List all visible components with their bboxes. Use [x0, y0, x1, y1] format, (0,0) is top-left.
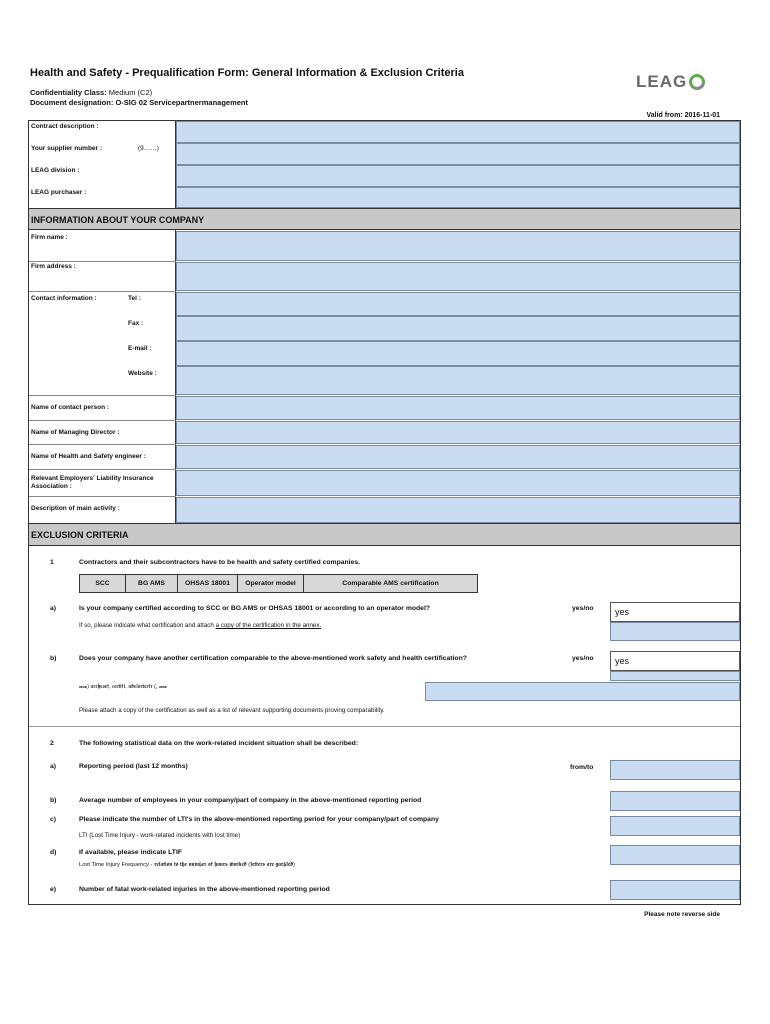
qb-certification-input[interactable]: [425, 682, 740, 701]
fax-label: Fax :: [128, 320, 144, 327]
main-activity-label: Description of main activity :: [31, 505, 120, 512]
q2-number: 2: [50, 740, 54, 747]
logo-text: LEAG: [636, 72, 688, 91]
managing-director-label: Name of Managing Director :: [31, 429, 120, 436]
qa-note: [79, 622, 321, 629]
qb-garbled-text: 𝔀𝔀) 𝖆𝖗𝖗𝖍𝖊𝖔𝖊𝖋, 𝖈𝖊𝖗𝖙𝖎𝖋𝖎, 𝖓𝖉𝖊𝖑𝖔𝖗𝖙𝖊𝖗𝖋𝖗 (, 𝔀𝔀: [79, 684, 168, 690]
tel-input[interactable]: [176, 292, 740, 316]
firm-name-label: Firm name :: [31, 234, 68, 241]
q2e-text: Number of fatal work-related injuries in the above-mentioned reporting period: [79, 886, 330, 893]
insurance-association-input[interactable]: [176, 470, 740, 496]
leag-purchaser-label: LEAG purchaser :: [31, 189, 87, 196]
avg-employees-input[interactable]: [610, 791, 740, 811]
qb-label: b): [50, 655, 57, 662]
supplier-number-input[interactable]: [176, 143, 740, 165]
qb-answer-field[interactable]: yes: [610, 651, 740, 671]
q2d-text: If available, please indicate LTIF: [79, 849, 182, 856]
firm-address-input[interactable]: [176, 262, 740, 291]
company-section-header: INFORMATION ABOUT YOUR COMPANY: [29, 208, 740, 230]
contract-description-label: Contract description :: [31, 123, 99, 130]
q2a-label: a): [50, 763, 57, 770]
page-title: Health and Safety - Prequalification Form: General Information & Exclusion Criteria: [30, 67, 464, 79]
divider: [29, 261, 176, 262]
divider: [29, 726, 740, 727]
supplier-number-label: Your supplier number :: [31, 145, 103, 152]
logo-ring-icon: [688, 73, 706, 91]
managing-director-input[interactable]: [176, 421, 740, 444]
email-label: E-mail :: [128, 345, 152, 352]
reverse-side-note: Please note reverse side: [644, 911, 720, 918]
q2a-fromto-label: from/to: [570, 764, 594, 771]
divider: [29, 496, 176, 497]
website-input[interactable]: [176, 366, 740, 395]
cert-option-ohsas: OHSAS 18001: [178, 575, 238, 592]
valid-from: Valid from: 2016-11-01: [646, 112, 720, 119]
q2c-label: c): [50, 816, 57, 823]
qa-label: a): [50, 605, 57, 612]
confidentiality-line: [30, 88, 152, 97]
q2a-text: Reporting period (last 12 months): [79, 763, 188, 770]
q1-number: 1: [50, 559, 54, 566]
fatal-injuries-input[interactable]: [610, 880, 740, 900]
q2d-label: d): [50, 849, 57, 856]
lti-count-input[interactable]: [610, 816, 740, 836]
certification-options-row: [79, 574, 478, 593]
tel-label: Tel :: [128, 295, 141, 302]
confidentiality-value: Medium (C2): [108, 88, 153, 97]
leag-purchaser-input[interactable]: [176, 187, 740, 208]
designation-label: Document designation:: [30, 98, 114, 107]
cert-option-bg-ams: BG AMS: [126, 575, 178, 592]
contact-information-label: Contact information :: [31, 295, 97, 302]
designation-value: O-SIG 02 Servicepartnermanagement: [115, 98, 248, 107]
leag-division-label: LEAG division :: [31, 167, 80, 174]
qb-answer-extra[interactable]: [610, 671, 740, 681]
cert-option-scc: SCC: [80, 575, 126, 592]
q2b-text: Average number of employees in your company/part of company in the above-mentioned reporting period: [79, 797, 422, 804]
ltif-input[interactable]: [610, 845, 740, 865]
fax-input[interactable]: [176, 316, 740, 341]
contact-person-input[interactable]: [176, 396, 740, 420]
qa-note-link: a copy of the certification in the annex.: [215, 622, 322, 629]
insurance-label-line2: Association :: [31, 483, 72, 490]
leag-logo: [636, 72, 706, 92]
cert-option-operator-model: Operator model: [238, 575, 304, 592]
divider: [29, 291, 176, 292]
website-label: Website :: [128, 370, 157, 377]
designation-line: [30, 98, 248, 107]
divider: [29, 469, 176, 470]
confidentiality-label: Confidentiality Class:: [30, 88, 107, 97]
qb-text: Does your company have another certification comparable to the above-mentioned work safety and health certification?: [79, 655, 467, 662]
qa-answer-field[interactable]: yes: [610, 602, 740, 622]
qa-note-text: If so, please indicate what certification and attach: [79, 622, 214, 629]
divider: [29, 395, 176, 396]
q2c-note: LTI (Lost Time Injury - work-related incidents with lost time): [79, 832, 241, 839]
qa-yesno-label: yes/no: [572, 605, 594, 612]
hs-engineer-label: Name of Health and Safety engineer :: [31, 453, 146, 460]
qb-attach-note: Please attach a copy of the certification as well as a list of relevant supporting documents proving comparability.: [79, 707, 385, 714]
email-input[interactable]: [176, 341, 740, 366]
insurance-label-line1: Relevant Employers' Liability Insurance: [31, 475, 154, 482]
cert-option-comparable-ams: Comparable AMS certification: [342, 580, 439, 587]
main-activity-input[interactable]: [176, 497, 740, 523]
hs-engineer-input[interactable]: [176, 445, 740, 469]
firm-address-label: Firm address :: [31, 263, 76, 270]
reporting-period-input[interactable]: [610, 760, 740, 780]
firm-name-input[interactable]: [176, 231, 740, 261]
divider: [29, 420, 176, 421]
contract-description-input[interactable]: [176, 121, 740, 143]
leag-division-input[interactable]: [176, 165, 740, 187]
q2c-text: Please indicate the number of LTI's in the above-mentioned reporting period for your company/part of company: [79, 816, 439, 823]
qa-text: Is your company certified according to SCC or BG AMS or OHSAS 18001 or according to an operator model?: [79, 605, 430, 612]
qb-yesno-label: yes/no: [572, 655, 594, 662]
divider: [29, 444, 176, 445]
q2b-label: b): [50, 797, 57, 804]
qa-certification-input[interactable]: [610, 622, 740, 641]
supplier-number-hint: (9……): [138, 145, 159, 152]
q1-text: Contractors and their subcontractors have to be health and safety certified companies.: [79, 559, 361, 566]
q2e-label: e): [50, 886, 57, 893]
q2-text: The following statistical data on the work-related incident situation shall be described:: [79, 740, 359, 747]
q2d-note: Lost Time Injury Frequency - 𝖗𝖊𝖑𝖆𝖙𝖎𝖔𝖓 𝖙𝖔 𝖙𝖍𝖊 𝖓𝖚𝖒𝖇𝖊𝖗 𝖔𝖋 𝖍𝖔𝖚𝖗𝖘 𝖜𝖔𝖗𝖐𝖊𝖉 (𝖑𝖊𝖙𝖙𝖊𝖗𝖘 𝖆𝖗𝖊 𝖌𝖆𝖗𝖇𝖑𝖊𝖉): [79, 862, 295, 868]
exclusion-section-header: EXCLUSION CRITERIA: [29, 523, 740, 546]
contact-person-label: Name of contact person :: [31, 404, 110, 411]
